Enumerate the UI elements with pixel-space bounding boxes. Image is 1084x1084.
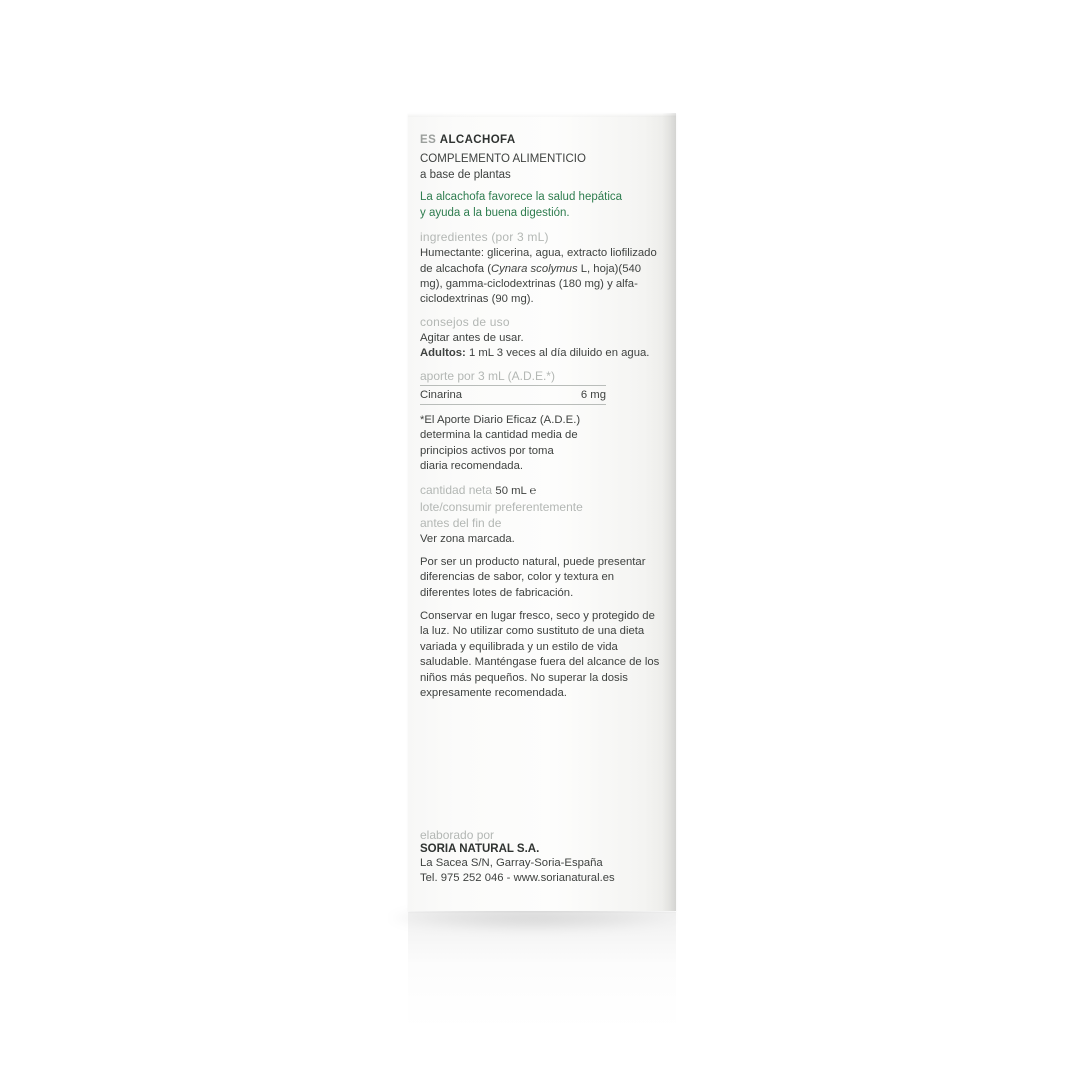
usage-dose-text: 1 mL 3 veces al día diluido en agua. — [465, 347, 650, 360]
claim-line-1: La alcachofa favorece la salud hepática — [420, 191, 623, 204]
ingredients-text — [420, 246, 660, 308]
ade-footnote-line-3: principios activos por toma — [420, 444, 554, 457]
manufacturer-company: SORIA NATURAL S.A. — [420, 843, 540, 855]
net-quantity-value: 50 mL ℮ — [495, 484, 537, 497]
net-quantity-row — [420, 483, 660, 497]
health-claim — [420, 190, 660, 221]
storage-and-warnings: Conservar en lugar fresco, seco y protegido de la luz. No utilizar como sustituto de una dieta variada y equilibrada y un estilo de vida saludable. Manténgase fuera del alcance de los niños más pequeños. No superar la dosis expresamente recomendada. — [420, 610, 660, 700]
usage-line-1: Agitar antes de usar. — [420, 331, 524, 344]
nutrient-amount: 6 mg — [580, 388, 606, 401]
manufacturer-block — [420, 828, 660, 887]
manufacturer-address: La Sacea S/N, Garray-Soria-España — [420, 857, 603, 869]
product-subtitle — [420, 152, 660, 183]
batch-value: Ver zona marcada. — [420, 533, 515, 546]
usage-heading: consejos de uso — [420, 314, 510, 329]
ingredients-text-part-1: Humectante: glicerina, agua, extracto liofilizado de alcachofa ( — [420, 247, 657, 275]
manufacturer-heading: elaborado por — [420, 828, 495, 842]
box-reflection — [408, 912, 676, 1030]
box-top-edge — [408, 113, 676, 117]
net-quantity-label: cantidad neta — [420, 482, 493, 497]
label-content — [420, 134, 660, 710]
ingredients-text-part-2: L, hoja)(540 mg), gamma-ciclodextrinas (180 mg) y alfa-ciclodextrinas (90 mg). — [420, 262, 642, 306]
product-name: ALCACHOFA — [439, 134, 516, 146]
nutrient-name: Cinarina — [420, 388, 463, 401]
ade-footnote-line-2: determina la cantidad media de — [420, 429, 578, 442]
ingredients-heading: ingredientes (por 3 mL) — [420, 230, 549, 245]
batch-heading-line-1: lote/consumir preferentemente — [420, 499, 583, 514]
nutrition-table-row — [420, 386, 606, 405]
natural-product-notice: Por ser un producto natural, puede presentar diferencias de sabor, color y textura en diferentes lotes de fabricación. — [420, 555, 646, 599]
product-box — [408, 113, 676, 911]
ade-footnote-line-1: *El Aporte Diario Eficaz (A.D.E.) — [420, 413, 581, 426]
box-right-edge — [662, 113, 676, 911]
manufacturer-contact: Tel. 975 252 046 - www.sorianatural.es — [420, 872, 615, 885]
ade-footnote — [420, 413, 660, 475]
subtitle-line-1: COMPLEMENTO ALIMENTICIO — [420, 153, 586, 165]
batch-heading — [420, 499, 660, 531]
language-code: ES — [420, 134, 437, 146]
nutrition-table-heading: aporte por 3 mL (A.D.E.*) — [420, 369, 606, 386]
claim-line-2: y ayuda a la buena digestión. — [420, 206, 570, 219]
ingredients-botanical-name: Cynara scolymus — [490, 262, 578, 275]
ade-footnote-line-4: diaria recomendada. — [420, 460, 523, 473]
usage-dose-label: Adultos: — [420, 347, 466, 360]
language-and-product-line — [420, 134, 660, 146]
usage-text — [420, 331, 660, 362]
subtitle-line-2: a base de plantas — [420, 168, 511, 181]
batch-heading-line-2: antes del fin de — [420, 515, 502, 530]
